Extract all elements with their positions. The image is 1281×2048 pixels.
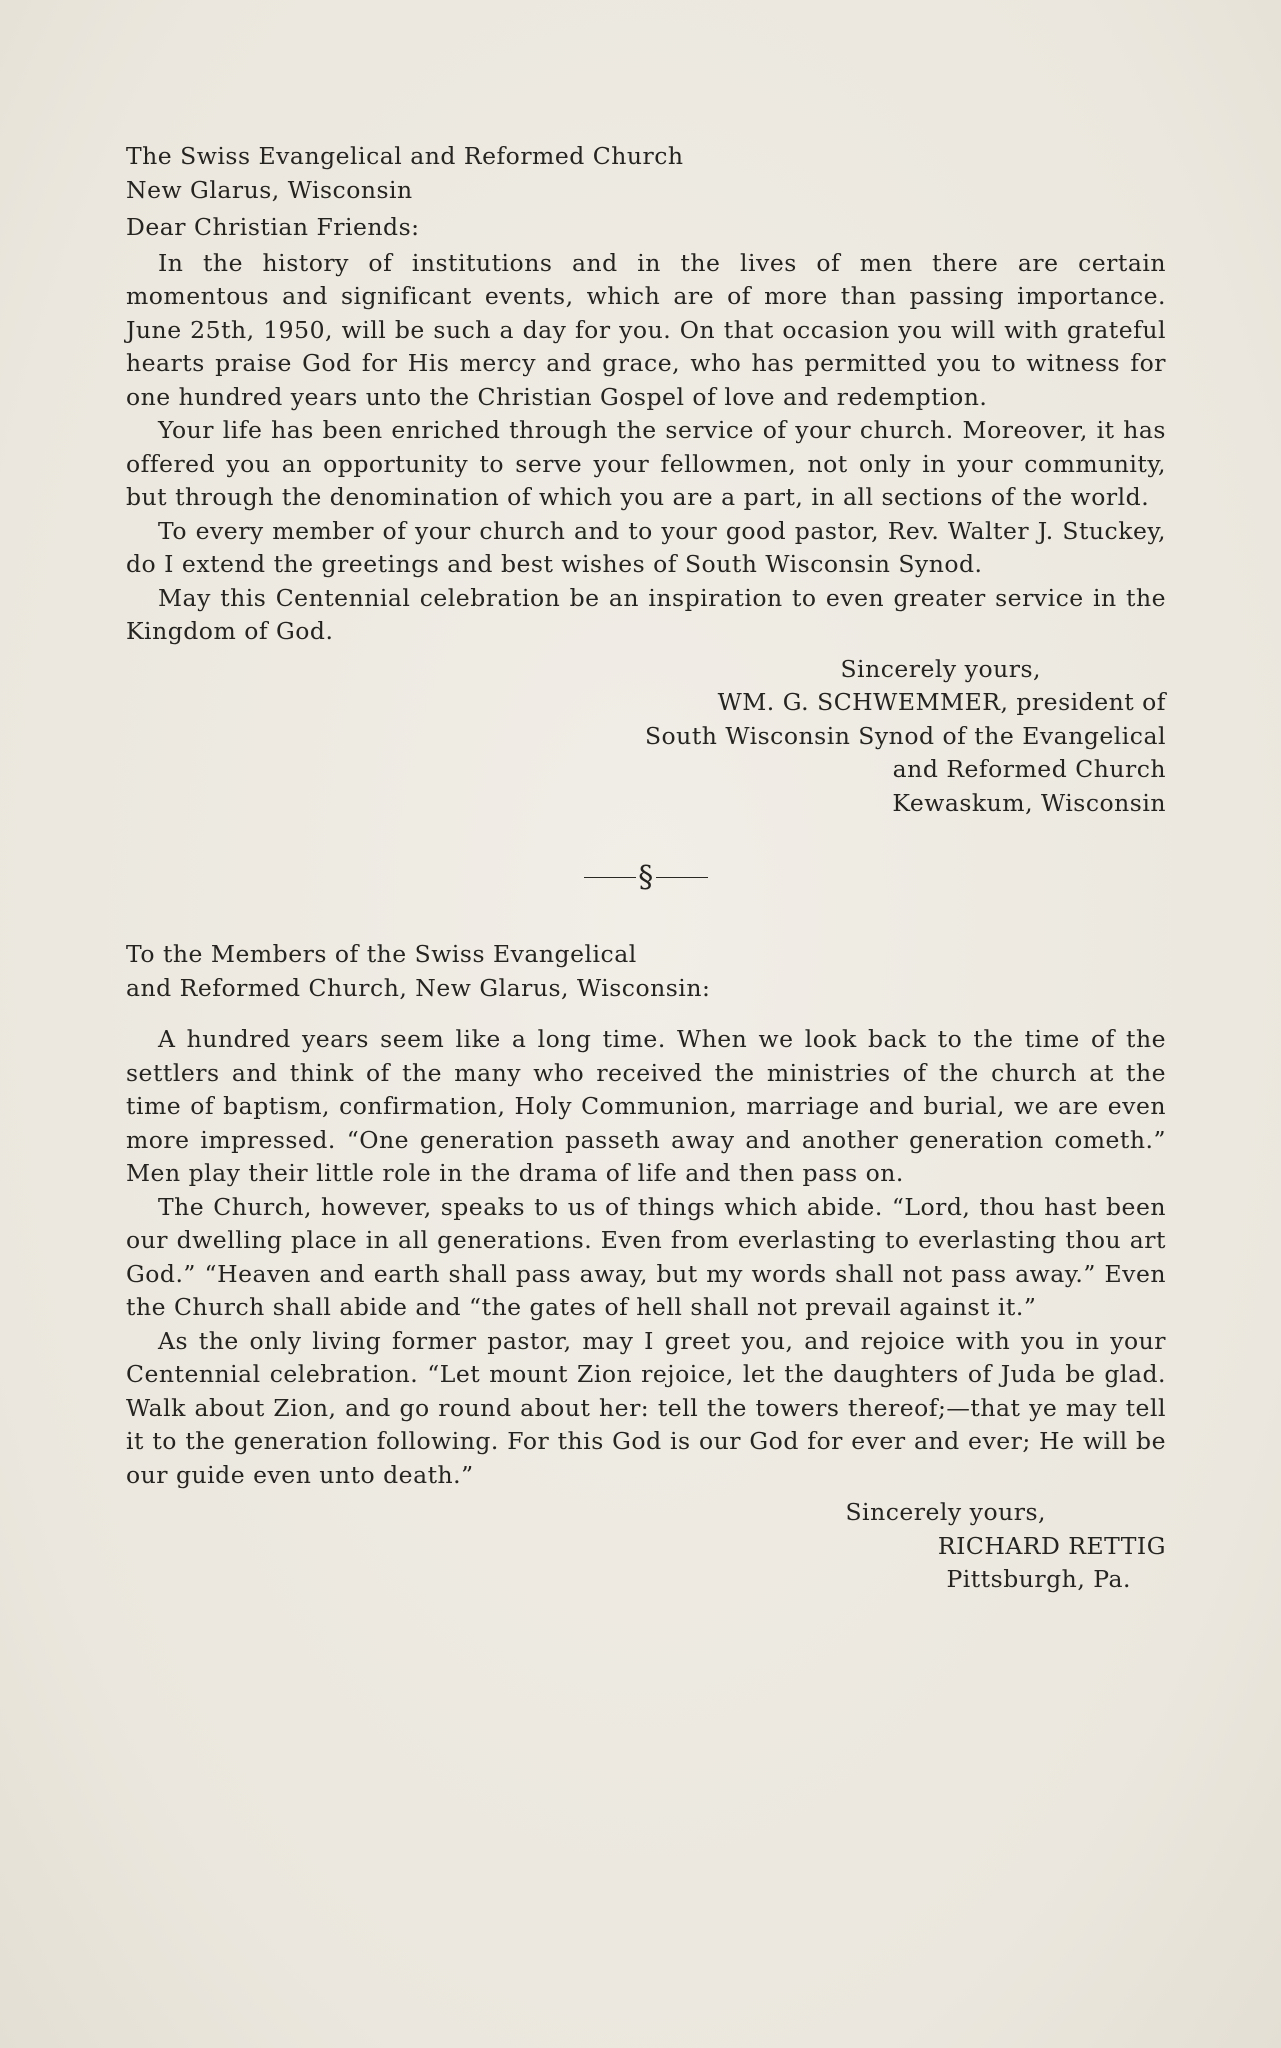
signature-line: South Wisconsin Synod of the Evangelical xyxy=(644,721,1166,750)
letter-rettig xyxy=(126,938,1166,1597)
body-paragraph: Your life has been enriched through the service of your church. Moreover, it has offered you an opportunity to serve your fellowmen, not only in your community, but through the denomination of which you are a part, in all sections of the world. xyxy=(126,416,1166,511)
signature-block xyxy=(126,1496,1166,1597)
body-paragraph: As the only living former pastor, may I greet you, and rejoice with you in your Centennial celebration. “Let mount Zion rejoice, let the daughters of Juda be glad. Walk about Zion, and go round about her: tell the towers thereof;—that ye may tell it to the generation following. For this God is our God for ever and ever; He will be our guide even unto death.” xyxy=(126,1326,1166,1489)
signature-name: RICHARD RETTIG xyxy=(937,1531,1166,1560)
letter-schwemmer xyxy=(126,140,1166,820)
salutation: Dear Christian Friends: xyxy=(126,213,420,241)
divider-rule xyxy=(584,877,636,878)
spacer xyxy=(126,1005,1166,1023)
body-paragraph: A hundred years seem like a long time. When we look back to the time of the settlers and think of the many who received the ministries of the church at the time of baptism, confirmation, Holy Communion, marriage and burial, we are even more impressed. “One generation passeth away and another generation cometh.” Men play their little role in the drama of life and then pass on. xyxy=(126,1025,1166,1187)
section-sign: § xyxy=(638,859,654,895)
divider-rule xyxy=(656,877,708,878)
body-paragraph: The Church, however, speaks to us of things which abide. “Lord, thou hast been our dwelling place in all generations. Even from everlasting to everlasting thou art God.” “Heaven and earth shall pass away, but my words shall not pass away.” Even the Church shall abide and “the gates of hell shall not prevail against it.” xyxy=(126,1192,1166,1321)
body-paragraph: In the history of institutions and in the lives of men there are certain momentous and significant events, which are of more than passing importance. June 25th, 1950, will be such a day for you. On that occasion you will with grateful hearts praise God for His mercy and grace, who has permitted you to witness for one hundred years unto the Christian Gospel of love and redemption. xyxy=(126,248,1166,411)
closing-line: Sincerely yours, xyxy=(845,1498,1046,1526)
signature-line: WM. G. SCHWEMMER, president of xyxy=(717,688,1166,716)
signature-line: Kewaskum, Wisconsin xyxy=(892,788,1166,817)
address-line: New Glarus, Wisconsin xyxy=(126,175,413,204)
body-paragraph: May this Centennial celebration be an inspiration to even greater service in the Kingdom of God. xyxy=(126,583,1166,645)
signature-city: Pittsburgh, Pa. xyxy=(946,1565,1131,1593)
address-line: To the Members of the Swiss Evangelical xyxy=(126,940,637,968)
address-line: The Swiss Evangelical and Reformed Church xyxy=(126,142,684,170)
signature-line: and Reformed Church xyxy=(892,755,1166,783)
closing-line: Sincerely yours, xyxy=(840,654,1041,683)
body-paragraph: To every member of your church and to your good pastor, Rev. Walter J. Stuckey, do I extend the greetings and best wishes of South Wisconsin Synod. xyxy=(126,516,1166,578)
signature-block xyxy=(126,653,1166,821)
page-content xyxy=(126,140,1166,1597)
section-divider xyxy=(126,860,1166,894)
address-line: and Reformed Church, New Glarus, Wisconsin: xyxy=(126,973,711,1002)
